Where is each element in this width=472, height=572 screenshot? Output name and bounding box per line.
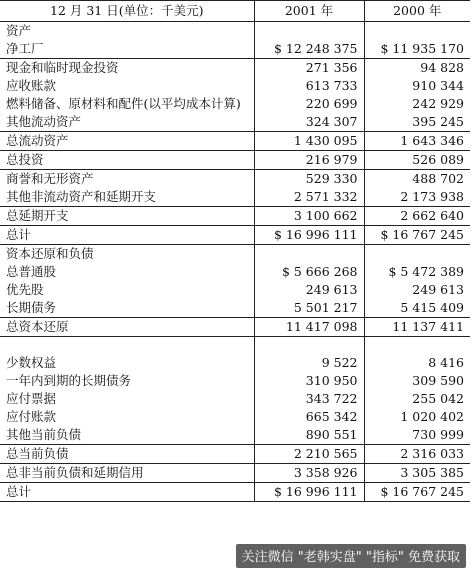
table-row — [0, 372, 470, 390]
header-date-unit: 12 月 31 日(单位：千美元) — [0, 1, 254, 22]
value-2000: 309 590 — [412, 373, 464, 388]
row-label: 长期债务 — [0, 299, 254, 318]
row-label: 少数权益 — [0, 354, 254, 372]
row-label: 总普通股 — [0, 263, 254, 281]
value-2001: $ 16 996 111 — [254, 226, 364, 245]
watermark-overlay: 关注微信 "老韩实盘" "指标" 免费获取 — [236, 544, 466, 568]
table-row — [0, 354, 470, 372]
value-2001: 220 699 — [254, 95, 364, 113]
table-row — [0, 281, 470, 299]
row-label: 应付票据 — [0, 390, 254, 408]
table-row — [0, 113, 470, 132]
table-row — [0, 188, 470, 207]
value-2001: 310 950 — [254, 372, 364, 390]
row-label: 燃料储备、原材料和配件(以平均成本计算) — [0, 95, 254, 113]
row-label: 总计 — [0, 226, 254, 245]
row-label: 总计 — [0, 483, 254, 502]
value-2000: 488 702 — [412, 171, 464, 186]
row-label: 一年内到期的长期债务 — [0, 372, 254, 390]
value-2001: 271 356 — [254, 59, 364, 78]
row-label: 总当前负债 — [0, 445, 254, 464]
header-row — [0, 1, 470, 22]
row-label: 其他当前负债 — [0, 426, 254, 445]
value-2000: 395 245 — [364, 113, 470, 132]
value-2001 — [254, 337, 364, 355]
value-2001: 249 613 — [254, 281, 364, 299]
row-label: 净工厂 — [0, 40, 254, 59]
value-2000: 730 999 — [364, 426, 470, 445]
value-2000: $ 16 767 245 — [364, 226, 470, 245]
value-2001: 665 342 — [254, 408, 364, 426]
row-label: 总资本还原 — [0, 318, 254, 337]
row-label: 其他非流动资产和延期开支 — [0, 188, 254, 207]
value-2000: 3 305 385 — [364, 464, 470, 483]
header-2001: 2001 年 — [254, 1, 364, 22]
row-label: 总非当前负债和延期信用 — [0, 464, 254, 483]
table-row — [0, 207, 470, 226]
value-2001: 2 210 565 — [254, 445, 364, 464]
value-2000: 1 643 346 — [364, 132, 470, 151]
value-2000: 2 316 033 — [364, 445, 470, 464]
value-2001: 11 417 098 — [254, 318, 364, 337]
table-row — [0, 170, 470, 189]
value-2001 — [254, 22, 364, 41]
value-2001: $ 16 996 111 — [254, 483, 364, 502]
header-2000: 2000 年 — [364, 1, 470, 22]
row-label: 应收账款 — [0, 77, 254, 95]
value-2000: 2 662 640 — [364, 207, 470, 226]
row-label: 优先股 — [0, 281, 254, 299]
row-label: 其他流动资产 — [0, 113, 254, 132]
value-2000: 8 416 — [428, 355, 464, 370]
table-row — [0, 318, 470, 337]
value-2001: 343 722 — [254, 390, 364, 408]
value-2001: 1 430 095 — [254, 132, 364, 151]
table-row — [0, 77, 470, 95]
value-2001: 324 307 — [254, 113, 364, 132]
value-2000: 2 173 938 — [364, 188, 470, 207]
value-2001: 3 358 926 — [254, 464, 364, 483]
table-row — [0, 408, 470, 426]
value-2000: 11 137 411 — [364, 318, 470, 337]
table-row — [0, 390, 470, 408]
value-2000: 526 089 — [364, 151, 470, 170]
table-row — [0, 299, 470, 318]
table-row — [0, 151, 470, 170]
table-row — [0, 245, 470, 264]
value-2000 — [364, 22, 470, 41]
value-2001: 2 571 332 — [254, 188, 364, 207]
value-2000: 242 929 — [412, 96, 464, 111]
value-2000: 255 042 — [412, 391, 464, 406]
table-row — [0, 464, 470, 483]
row-label: 商誉和无形资产 — [0, 170, 254, 189]
value-2000 — [364, 245, 470, 264]
value-2000: $ 16 767 245 — [364, 483, 470, 502]
row-label: 总延期开支 — [0, 207, 254, 226]
value-2001: 216 979 — [254, 151, 364, 170]
value-2001 — [254, 245, 364, 264]
value-2000: 94 828 — [420, 60, 464, 75]
value-2000: 910 344 — [412, 78, 464, 93]
value-2000: $ 11 935 170 — [364, 40, 470, 59]
table-row — [0, 445, 470, 464]
value-2001: 9 522 — [254, 354, 364, 372]
row-label: 总投资 — [0, 151, 254, 170]
table-row — [0, 59, 470, 78]
value-2001: 3 100 662 — [254, 207, 364, 226]
value-2000: $ 5 472 389 — [388, 264, 464, 279]
table-row — [0, 226, 470, 245]
value-2001: 890 551 — [254, 426, 364, 445]
table-row — [0, 95, 470, 113]
row-label: 资本还原和负债 — [0, 245, 254, 264]
value-2001: $ 5 666 268 — [254, 263, 364, 281]
value-2000: 1 020 402 — [400, 409, 464, 424]
table-row — [0, 337, 470, 355]
table-row — [0, 263, 470, 281]
row-label: 资产 — [0, 22, 254, 41]
table-row — [0, 132, 470, 151]
value-2000: 249 613 — [412, 282, 464, 297]
table-row — [0, 426, 470, 445]
row-label: 现金和临时现金投资 — [0, 59, 254, 78]
table-row — [0, 22, 470, 41]
value-2001: 5 501 217 — [254, 299, 364, 318]
value-2001: 529 330 — [254, 170, 364, 189]
row-label: 总流动资产 — [0, 132, 254, 151]
table-row — [0, 483, 470, 502]
value-2001: $ 12 248 375 — [254, 40, 364, 59]
table-body — [0, 22, 470, 502]
row-label — [0, 337, 254, 355]
value-2000: 5 415 409 — [364, 299, 470, 318]
table-row — [0, 40, 470, 59]
value-2000 — [364, 337, 470, 355]
value-2001: 613 733 — [254, 77, 364, 95]
row-label: 应付账款 — [0, 408, 254, 426]
